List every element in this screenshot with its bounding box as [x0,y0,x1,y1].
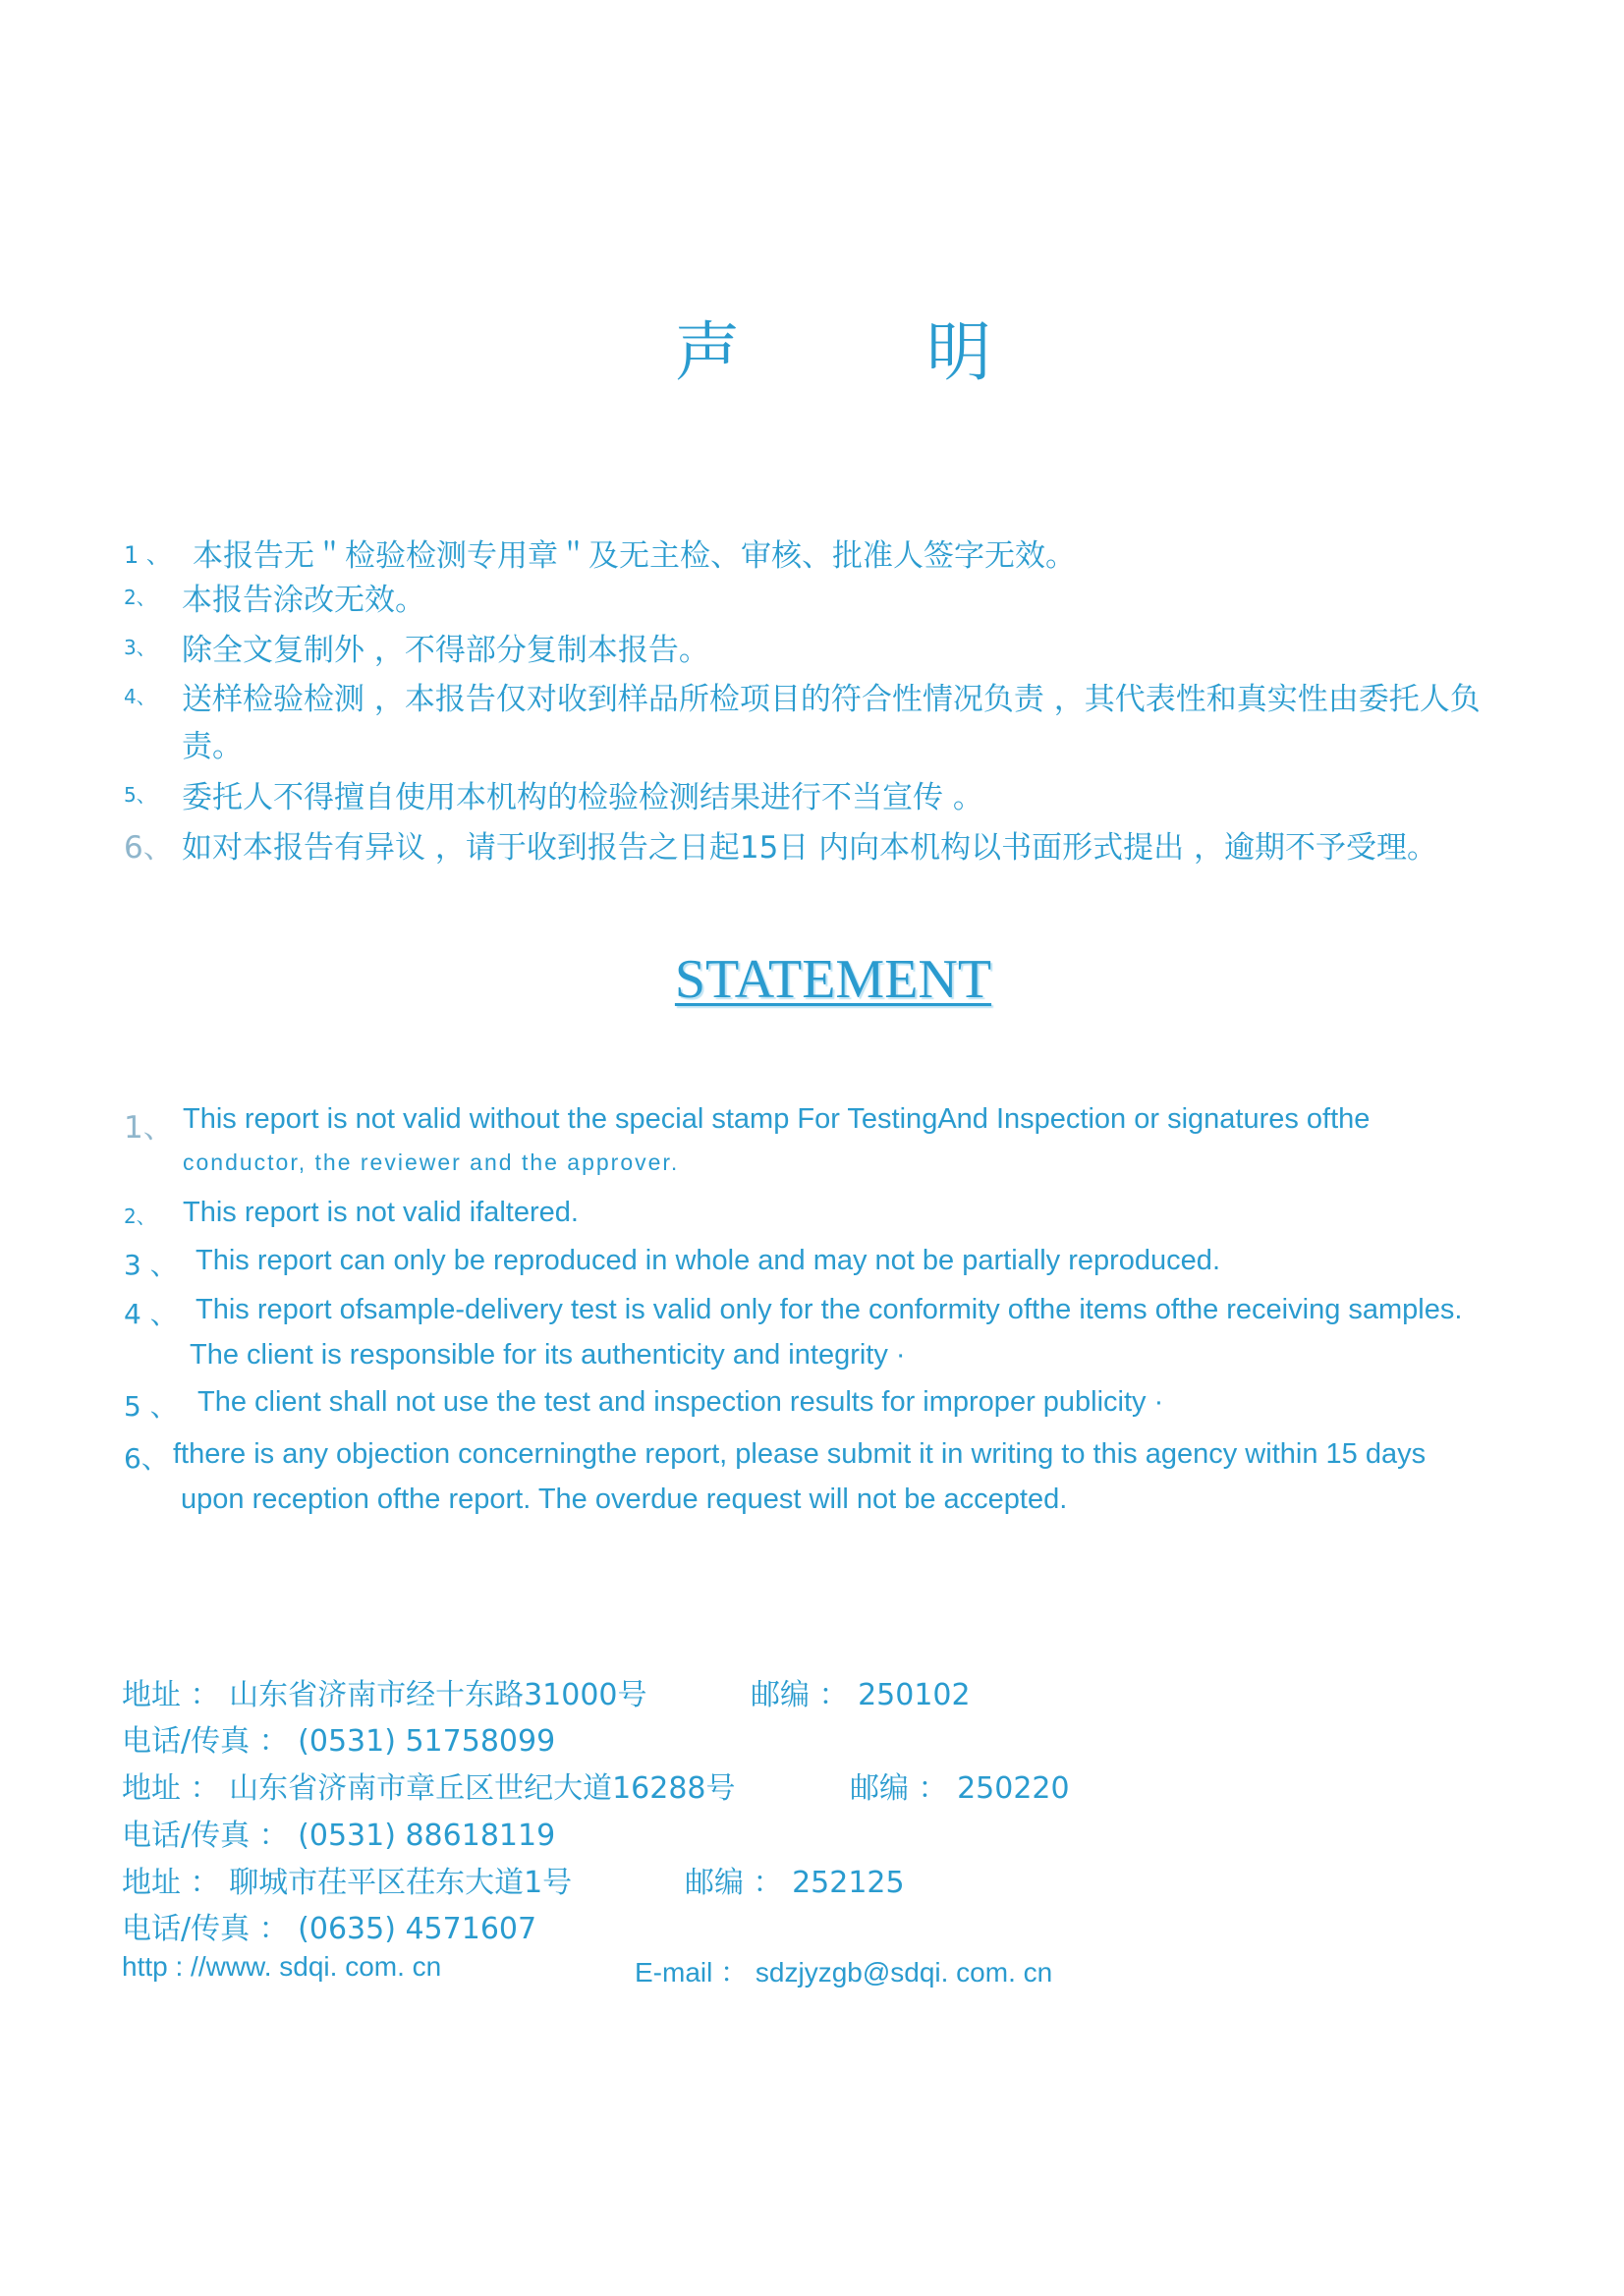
en-item-4-line-2: The client is responsible for its authenticity and integrity · [190,1339,906,1371]
cn-item-4-line-2: 责。 [182,729,243,764]
phone-2: 电话/传真 ： (0531) 88618119 [122,1819,556,1853]
en-item-2: This report is not valid ifaltered. [183,1197,579,1228]
en-item-4-line-1: This report ofsample-delivery test is valid only for the conformity ofthe items ofthe receiving samples. [196,1294,1463,1325]
postcode-3: 邮编 ： 252125 [685,1866,905,1900]
cn-item-5: 委托人不得擅自使用本机构的检验检测结果进行不当宣传 。 [182,780,983,815]
cn-item-3-number: 3、 [124,636,156,659]
email-link[interactable]: E-mail ： sdzjyzgb@sdqi. com. cn [635,1957,1053,1988]
cn-item-6-number: 6、 [124,830,174,866]
phone-1: 电话/传真 ： (0531) 51758099 [122,1724,556,1759]
address-1: 地址 ： 山东省济南市经十东路31000号 [122,1678,647,1712]
cn-item-4-number: 4、 [124,685,156,708]
address-2: 地址 ： 山东省济南市章丘区世纪大道16288号 [122,1771,736,1806]
en-item-1-line-2: conductor, the reviewer and the approver. [183,1149,680,1175]
title-cn-right: 明 [926,314,991,390]
en-item-1-line-1: This report is not valid without the special stamp For TestingAnd Inspection or signatures ofthe [183,1103,1371,1135]
cn-item-6: 如对本报告有异议 ，请于收到报告之日起15日 内向本机构以书面形式提出 ，逾期不予受理。 [182,830,1438,866]
cn-item-4-line-1: 送样检验检测 ，本报告仅对收到样品所检项目的符合性情况负责 ，其代表性和真实性由委托人负 [182,682,1481,717]
phone-3: 电话/传真 ： (0635) 4571607 [122,1912,537,1946]
cn-item-1-number: 1 、 [124,541,170,569]
en-item-4-number: 4 、 [124,1298,178,1330]
cn-item-3: 除全文复制外 ，不得部分复制本报告。 [182,633,709,668]
page-title-en: STATEMENT [674,949,992,1010]
en-item-5-number: 5 、 [124,1390,178,1423]
postcode-2: 邮编 ： 250220 [850,1771,1070,1806]
address-3: 地址 ： 聊城市茌平区茌东大道1号 [122,1866,573,1900]
title-cn-left: 声 [675,314,740,390]
en-item-6-line-2: upon reception ofthe report. The overdue request will not be accepted. [181,1484,1068,1515]
en-item-1-number: 1、 [124,1110,174,1146]
website-link[interactable]: http : //www. sdqi. com. cn [122,1951,442,1982]
en-item-3-number: 3 、 [124,1249,178,1281]
postcode-1: 邮编 ： 250102 [751,1678,971,1712]
cn-item-2-number: 2、 [124,586,156,609]
en-item-5: The client shall not use the test and inspection results for improper publicity · [197,1386,1164,1418]
page-title-cn [0,300,1624,393]
en-item-6-line-1: fthere is any objection concerningthe report, please submit it in writing to this agency within 15 days [173,1438,1427,1470]
en-item-6-number: 6、 [124,1442,169,1475]
cn-item-5-number: 5、 [124,783,156,807]
en-item-3: This report can only be reproduced in whole and may not be partially reproduced. [196,1245,1220,1276]
cn-item-2: 本报告涂改无效。 [182,583,425,618]
en-item-2-number: 2、 [124,1204,156,1228]
cn-item-1: 本报告无＂检验检测专用章＂及无主检、审核、批准人签字无效。 [193,538,1076,574]
